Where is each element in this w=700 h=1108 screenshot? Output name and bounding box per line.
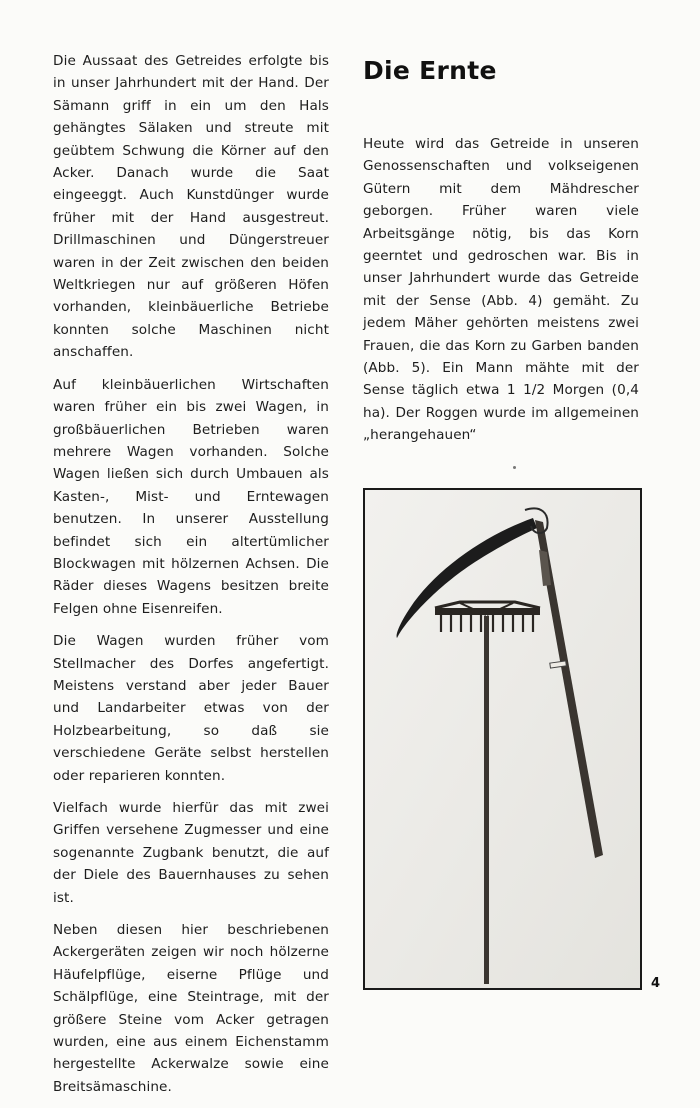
print-speck [513, 466, 516, 469]
scythe-rake-photo [363, 488, 642, 990]
right-text-column [363, 50, 639, 457]
section-heading: Die Ernte [363, 56, 497, 85]
paragraph-aussaat: Die Aussaat des Getreides erfolgte bis in unser Jahrhundert mit der Hand. Der Sämann griff in ein um den Hals gehängtes Sälaken und streute mit geübtem Schwung die Körner auf den Acker. Danach wurde die Saat eingeeggt. Auch Kunstdünger wurde früher mit der Hand ausgestreut. Drillmaschinen und Düngerstreuer waren in der Zeit zwischen den beiden Weltkriegen nur auf größeren Höfen vorhanden, kleinbäuerliche Betriebe konnten solche Maschinen nicht anschaffen. [53, 53, 329, 361]
paragraph-stellmacher: Die Wagen wurden früher vom Stellmacher des Dorfes angefertigt. Meistens verstand aber jeder Bauer und Landarbeiter etwas von der Holzbearbeitung, so daß sie verschiedene Geräte selbst herstellen oder reparieren konnten. [53, 633, 329, 784]
page-number: 4 [651, 976, 661, 991]
paragraph-ackergeraete: Neben diesen hier beschriebenen Ackergeräten zeigen wir noch hölzerne Häufelpflüge, eiserne Pflüge und Schälpflüge, eine Steintrage, mit der größere Steine vom Acker getragen wurden, eine aus einem Eichenstamm hergestellte Ackerwalze sowie eine Breitsämaschine. [53, 922, 329, 1095]
paragraph-ernte: Heute wird das Getreide in unseren Genossenschaften und volkseigenen Gütern mit dem Mähdrescher geborgen. Früher waren viele Arbeitsgänge nötig, bis das Korn geerntet und gedroschen war. Bis in unser Jahrhundert wurde das Getreide mit der Sense (Abb. 4) gemäht. Zu jedem Mäher gehörten meistens zwei Frauen, die das Korn zu Garben banden (Abb. 5). Ein Mann mähte mit der Sense täglich etwa 1 1/2 Morgen (0,4 ha). Der Roggen wurde im allgemeinen „herangehauen“ [363, 136, 639, 444]
paragraph-wagen: Auf kleinbäuerlichen Wirtschaften waren früher ein bis zwei Wagen, in großbäuerlichen Betrieben waren mehrere Wagen vorhanden. Solche Wagen ließen sich durch Umbauen als Kasten-, Mist- und Erntewagen benutzen. In unserer Ausstellung befindet sich ein altertümlicher Blockwagen mit hölzernen Achsen. Die Räder dieses Wagens besitzen breite Felgen ohne Eisenreifen. [53, 376, 329, 617]
scythe-rake-illustration [365, 490, 640, 988]
paragraph-zugmesser: Vielfach wurde hierfür das mit zwei Griffen versehene Zugmesser und eine sogenannte Zugbank benutzt, die auf der Diele des Bauernhauses zu sehen ist. [53, 800, 329, 906]
left-text-column [53, 50, 329, 1108]
